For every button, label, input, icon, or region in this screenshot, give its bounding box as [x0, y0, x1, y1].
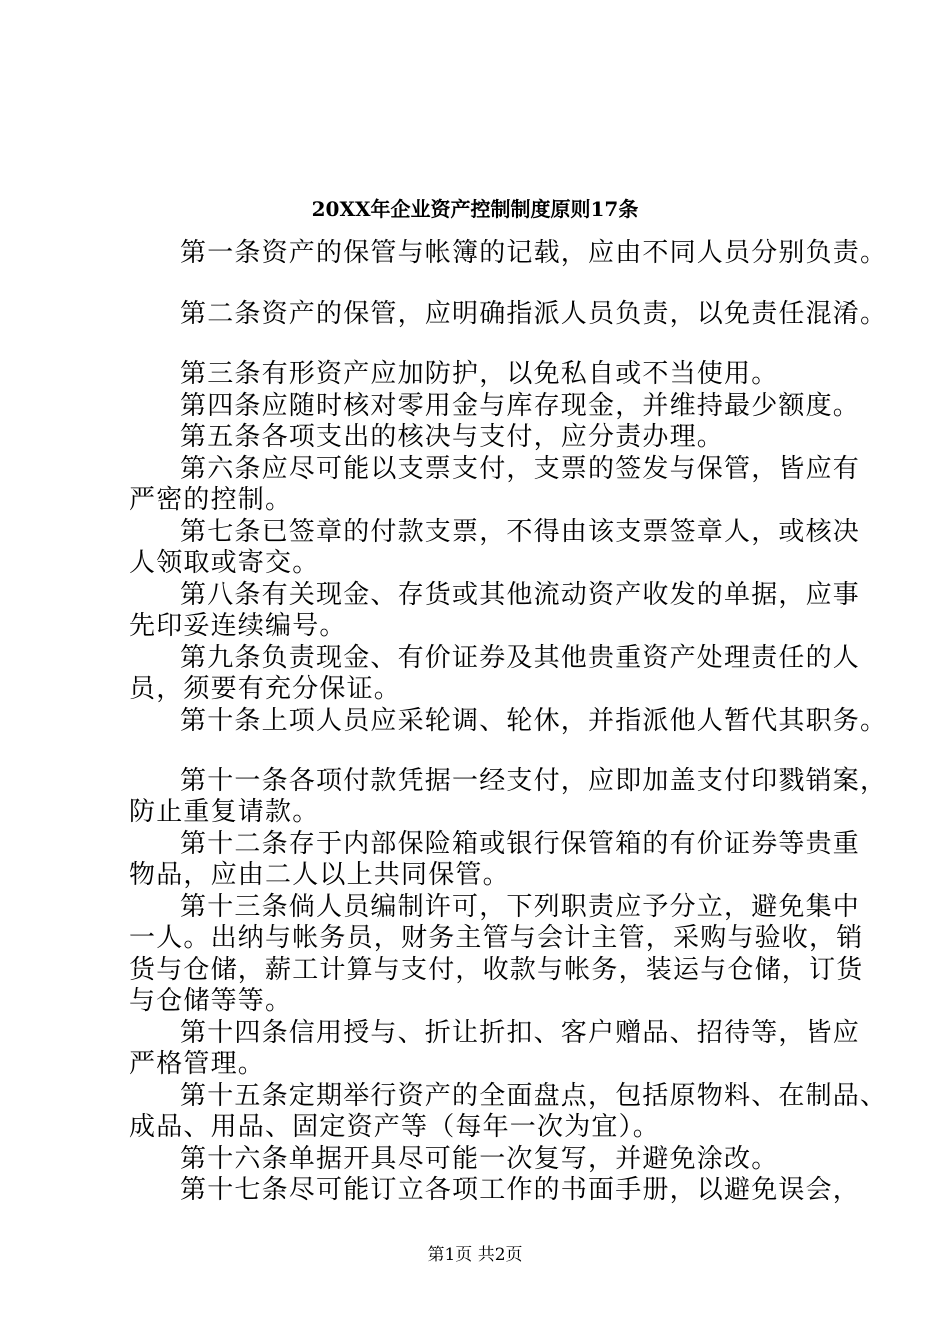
rule-line: 人领取或寄交。 — [129, 548, 320, 578]
rule-line: 严格管理。 — [129, 1049, 266, 1079]
rule-line: 员，须要有充分保证。 — [129, 674, 402, 704]
rule-line: 一人。出纳与帐务员，财务主管与会计主管，采购与验收，销 — [129, 923, 864, 953]
rule-line: 先印妥连续编号。 — [129, 611, 347, 641]
rule-line: 第十三条倘人员编制许可，下列职责应予分立，避免集中 — [180, 892, 861, 922]
rule-line: 物品，应由二人以上共同保管。 — [129, 860, 510, 890]
rule-line: 第十四条信用授与、折让折扣、客户赠品、招待等，皆应 — [180, 1018, 861, 1048]
rule-line: 第九条负责现金、有价证券及其他贵重资产处理责任的人 — [180, 643, 861, 673]
document-title: 20XX年企业资产控制制度原则17条 — [311, 197, 639, 221]
rule-line: 第十二条存于内部保险箱或银行保管箱的有价证券等贵重 — [180, 829, 861, 859]
rule-line: 第十条上项人员应采轮调、轮休，并指派他人暂代其职务。 — [180, 706, 888, 736]
rule-line: 第六条应尽可能以支票支付，支票的签发与保管，皆应有 — [180, 454, 861, 484]
rule-line: 第十五条定期举行资产的全面盘点，包括原物料、在制品、 — [180, 1081, 888, 1111]
rule-line: 第二条资产的保管，应明确指派人员负责，以免责任混淆。 — [180, 299, 888, 329]
rule-line: 成品、用品、固定资产等（每年一次为宜）。 — [129, 1112, 661, 1142]
rule-line: 第十六条单据开具尽可能一次复写，并避免涂改。 — [180, 1144, 779, 1174]
rule-line: 第四条应随时核对零用金与库存现金，并维持最少额度。 — [180, 391, 861, 421]
rule-line: 第十一条各项付款凭据一经支付，应即加盖支付印戮销案， — [180, 766, 888, 796]
rule-line: 第七条已签章的付款支票，不得由该支票签章人，或核决 — [180, 517, 861, 547]
rule-line: 第三条有形资产应加防护，以免私自或不当使用。 — [180, 359, 779, 389]
rule-line: 货与仓储，薪工计算与支付，收款与帐务，装运与仓储，订货 — [129, 955, 864, 985]
rule-line: 第一条资产的保管与帐簿的记载，应由不同人员分别负责。 — [180, 238, 888, 268]
rule-line: 防止重复请款。 — [129, 797, 320, 827]
rule-line: 第十七条尽可能订立各项工作的书面手册，以避免误会， — [180, 1175, 861, 1205]
page-footer: 第1页 共2页 — [427, 1245, 523, 1265]
rule-line: 第八条有关现金、存货或其他流动资产收发的单据，应事 — [180, 580, 861, 610]
rule-line: 第五条各项支出的核决与支付，应分责办理。 — [180, 422, 725, 452]
rule-line: 与仓储等等。 — [129, 986, 293, 1016]
rule-line: 严密的控制。 — [129, 485, 293, 515]
